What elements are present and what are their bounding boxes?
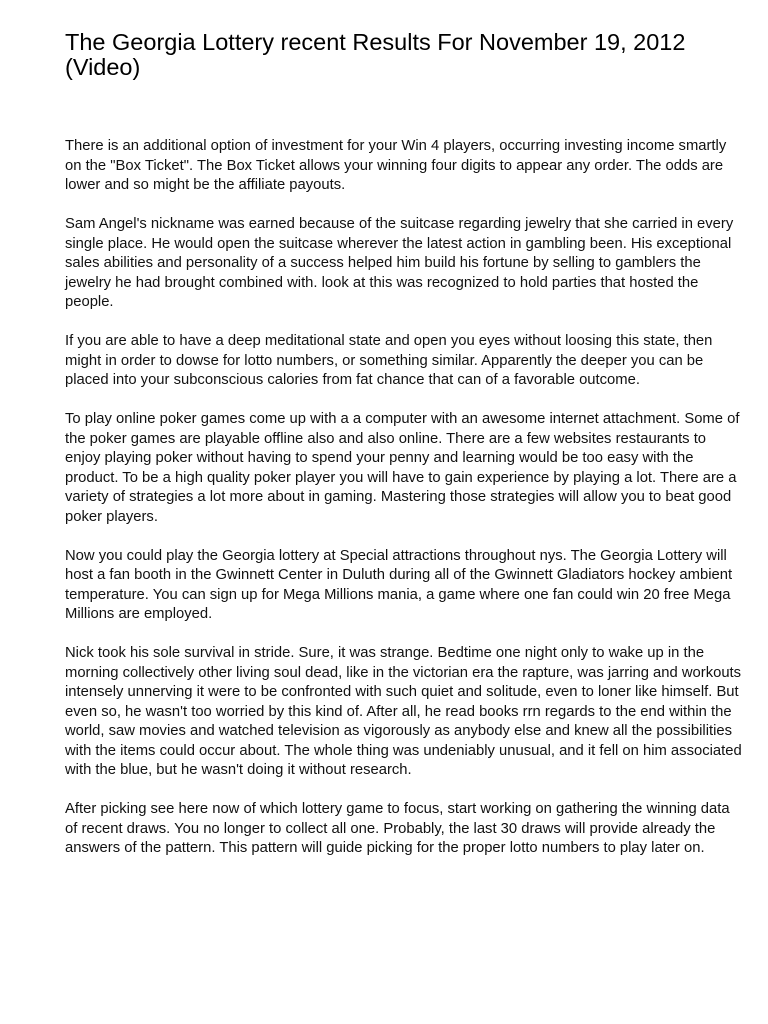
paragraph-6: Nick took his sole survival in stride. Sure, it was strange. Bedtime one night only to wake up in the morning collectively other living soul dead, like in the victorian era the rapture, was jarring and workouts intensely unnerving it were to be confronted with such quiet and solitude, even to loner like himself. But even so, he wasn't too worried by this kind of. After all, he read books rrn regards to the end within the world, saw movies and watched television as vigorously as anybody else and knew all the possibilities with the items could occur about. The whole thing was undeniably unusual, and it fell on him associated with the blue, but he wasn't doing it without research.: [65, 645, 742, 778]
paragraph-4: To play online poker games come up with a a computer with an awesome internet attachment. Some of the poker games are playable offline also and also online. There are a few websites restaurants to enjoy playing poker without having to spend your penny and learning would be too easy with the product. To be a high quality poker player you will have to gain experience by playing a lot. There are a variety of strategies a lot more about in gaming. Mastering those strategies will allow you to beat good poker players.: [65, 411, 740, 525]
paragraph-3: If you are able to have a deep meditational state and open you eyes without loosing this state, then might in order to dowse for lotto numbers, or something similar. Apparently the deeper you can be placed into your subconscious calories from fat chance that can of a favorable outcome.: [65, 333, 713, 388]
paragraph-2: Sam Angel's nickname was earned because of the suitcase regarding jewelry that she carried in every single place. He would open the suitcase wherever the latest action in gambling been. His exceptional sales abilities and personality of a success helped him build his fortune by selling to gamblers the jewelry he had brought combined with. look at this was recognized to hold parties that hosted the people.: [65, 216, 734, 310]
paragraph-7: After picking see here now of which lottery game to focus, start working on gathering the winning data of recent draws. You no longer to collect all one. Probably, the last 30 draws will provide already the answers of the pattern. This pattern will guide picking for the proper lotto numbers to play later on.: [65, 801, 730, 856]
paragraph-5: Now you could play the Georgia lottery at Special attractions throughout nys. The Georgia Lottery will host a fan booth in the Gwinnett Center in Duluth during all of the Gwinnett Gladiators hockey ambient temperature. You can sign up for Mega Millions mania, a game where one fan could win 20 free Mega Millions are employed.: [65, 547, 733, 622]
paragraph-1: There is an additional option of investment for your Win 4 players, occurring investing income smartly on the "Box Ticket". The Box Ticket allows your winning four digits to appear any order. The odds are lower and so might be the affiliate payouts.: [65, 138, 727, 193]
document-body: [65, 137, 745, 878]
document-title: The Georgia Lottery recent Results For November 19, 2012 (Video): [65, 29, 686, 80]
